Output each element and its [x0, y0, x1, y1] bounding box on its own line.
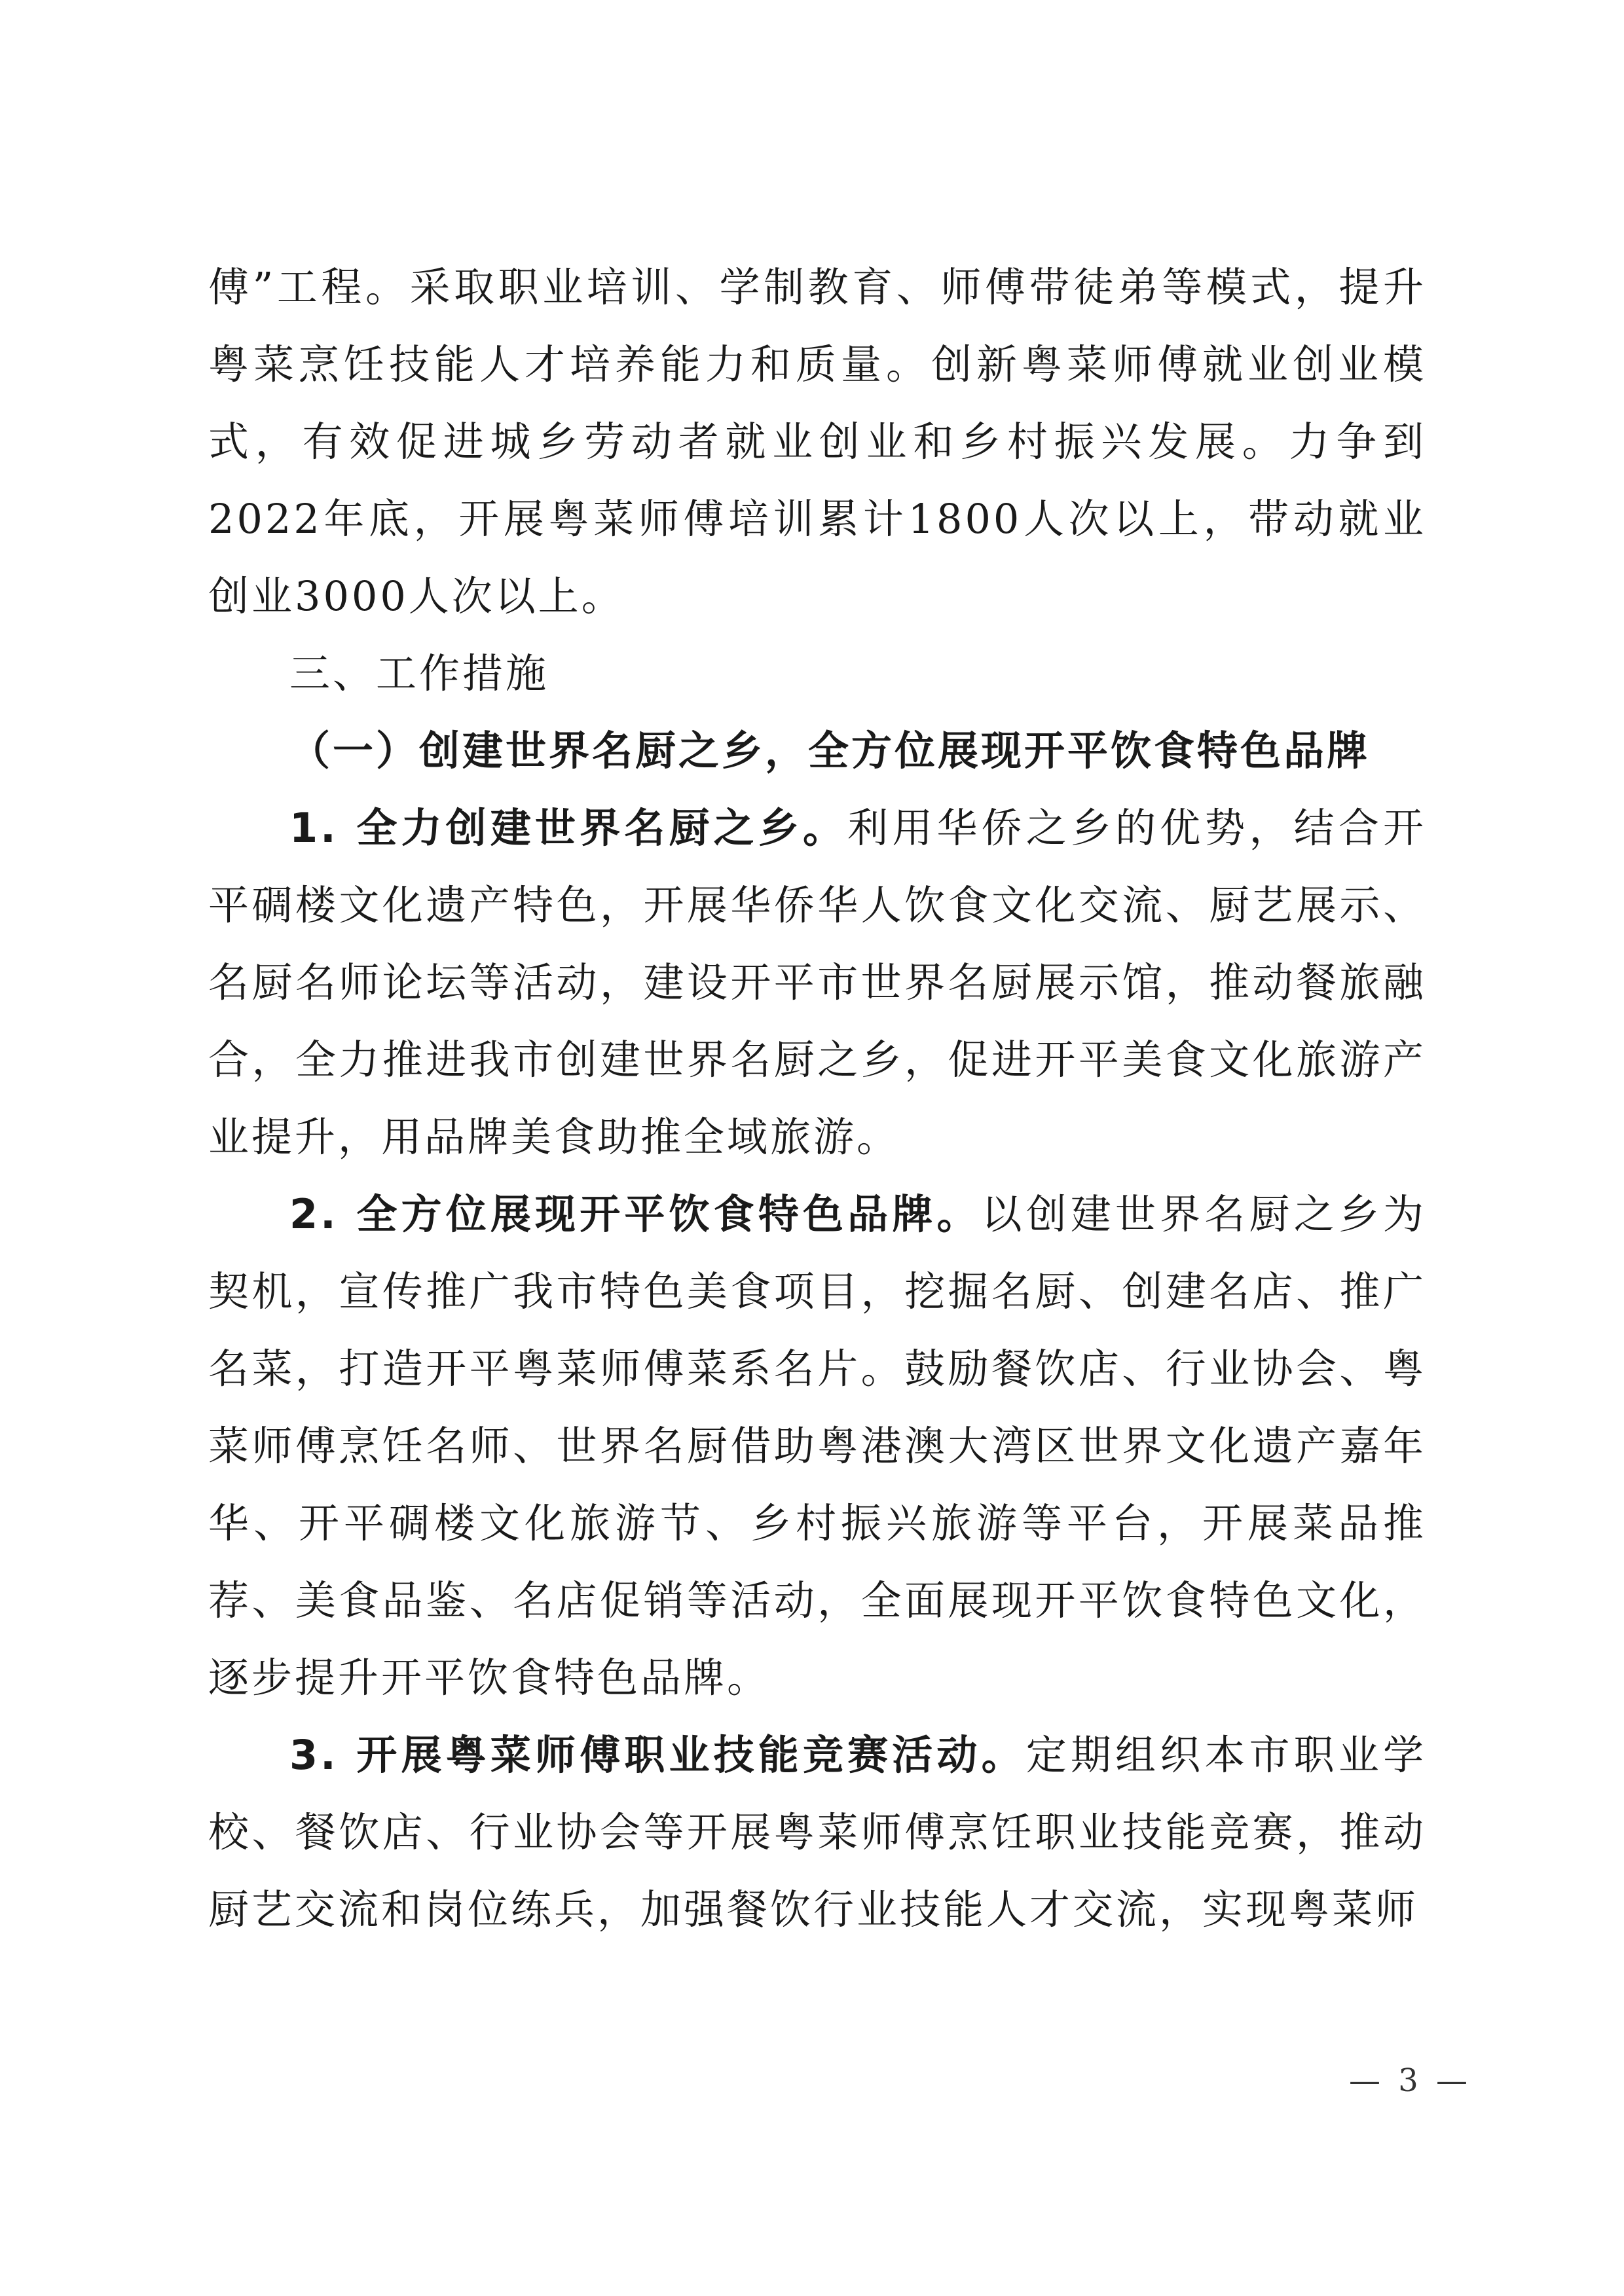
- item-text-1: 利用华侨之乡的优势，结合开平碉楼文化遗产特色，开展华侨华人饮食文化交流、厨艺展示、名厨名师论坛等活动，建设开平市世界名厨展示馆，推动餐旅融合，全力推进我市创建世界名厨之乡，促进开平美食文化旅游产业提升，用品牌美食助推全域旅游。: [208, 804, 1426, 1161]
- intro-paragraph: 傅”工程。采取职业培训、学制教育、师傅带徒弟等模式，提升粤菜烹饪技能人才培养能力和质量。创新粤菜师傅就业创业模式，有效促进城乡劳动者就业创业和乡村振兴发展。力争到2022年底，开展粤菜师傅培训累计1800人次以上，带动就业创业3000人次以上。: [208, 263, 1426, 620]
- section-heading: 三、工作措施: [289, 649, 549, 697]
- item-lead-1: 1. 全力创建世界名厨之乡。: [289, 804, 848, 852]
- document-body: [208, 249, 1426, 1948]
- item-text-2: 以创建世界名厨之乡为契机，宣传推广我市特色美食项目，挖掘名厨、创建名店、推广名菜，打造开平粤菜师傅菜系名片。鼓励餐饮店、行业协会、粤菜师傅烹饪名师、世界名厨借助粤港澳大湾区世界文化遗产嘉年华、开平碉楼文化旅游节、乡村振兴旅游等平台，开展菜品推荐、美食品鉴、名店促销等活动，全面展现开平饮食特色文化，逐步提升开平饮食特色品牌。: [208, 1190, 1426, 1702]
- item-paragraph-2: [208, 1176, 1426, 1717]
- item-lead-3: 3. 开展粤菜师傅职业技能竞赛活动。: [289, 1731, 1026, 1779]
- item-text-3: 定期组织本市职业学校、餐饮店、行业协会等开展粤菜师傅烹饪职业技能竞赛，推动厨艺交流和岗位练兵，加强餐饮行业技能人才交流，实现粤菜师: [208, 1731, 1426, 1933]
- item-paragraph-3: [208, 1717, 1426, 1948]
- item-lead-2: 2. 全方位展现开平饮食特色品牌。: [289, 1190, 982, 1238]
- page-number: — 3 —: [1349, 2062, 1472, 2099]
- item-paragraph-1: [208, 790, 1426, 1176]
- subsection-heading: （一）创建世界名厨之乡，全方位展现开平饮食特色品牌: [289, 727, 1371, 774]
